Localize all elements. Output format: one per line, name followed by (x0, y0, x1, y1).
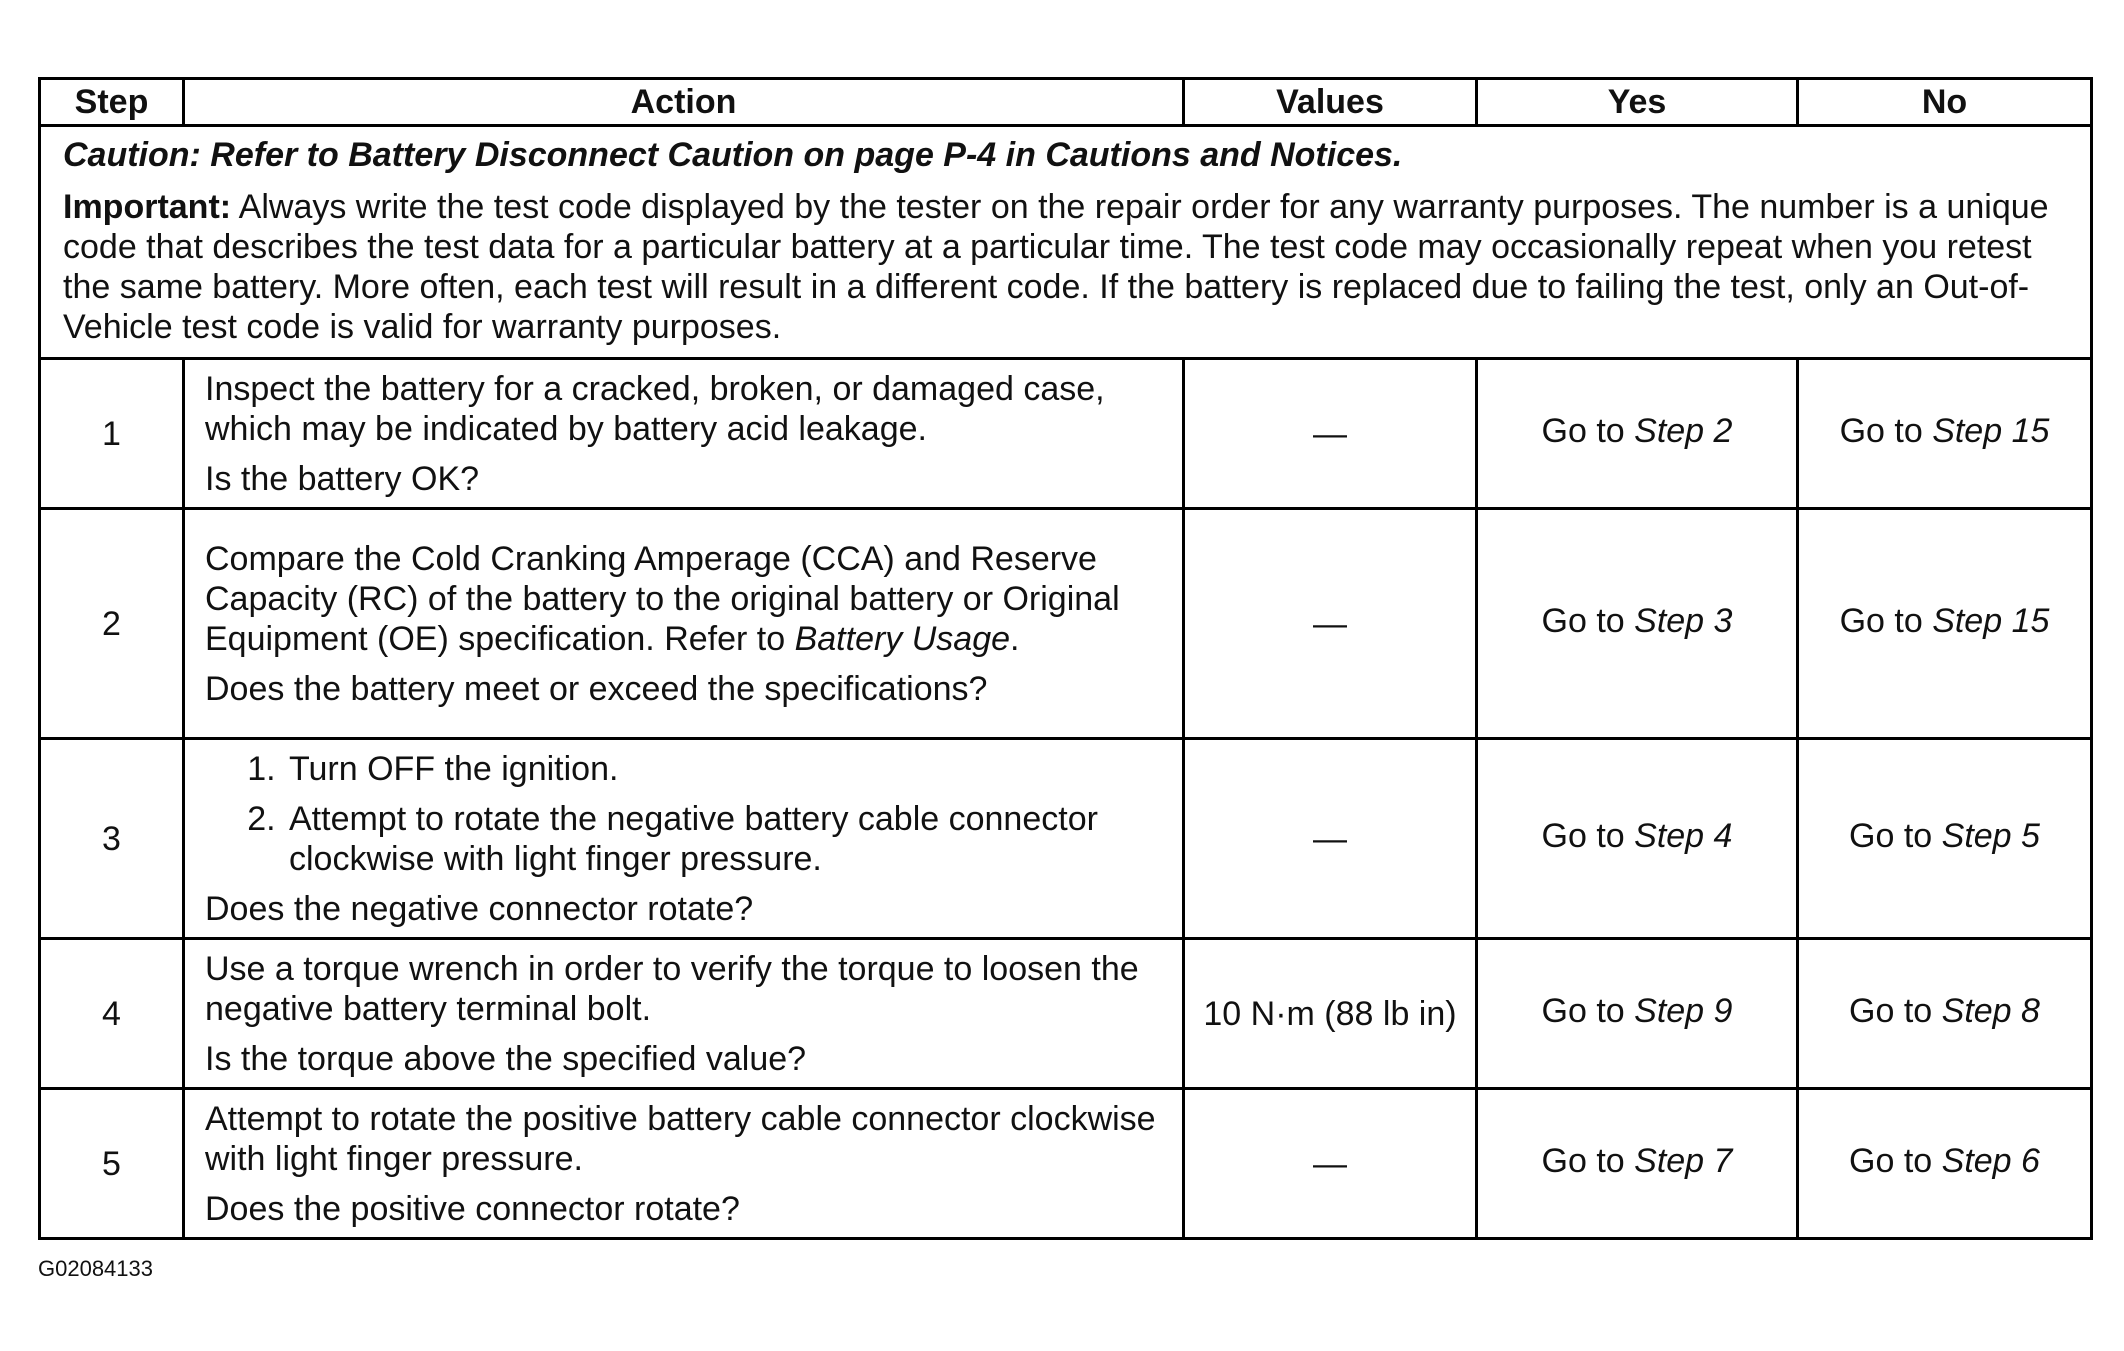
yes-step-link[interactable]: Step 7 (1634, 1141, 1733, 1180)
important-note (63, 187, 2076, 347)
no-cell (1798, 509, 2092, 739)
no-cell (1798, 739, 2092, 939)
no-cell (1798, 939, 2092, 1089)
torque-value: 10 N·m (88 lb in) (1184, 939, 1477, 1089)
action-text-end: . (1010, 619, 1020, 658)
yes-prefix: Go to (1541, 601, 1635, 640)
important-label: Important: (63, 188, 232, 226)
table-row (40, 359, 2092, 509)
action-text (205, 539, 1172, 659)
header-row (40, 79, 2092, 126)
table-row (40, 739, 2092, 939)
caution-text: Caution: Refer to Battery Disconnect Caution on page P-4 in Cautions and Notices. (63, 136, 1403, 174)
action-reference-link[interactable]: Battery Usage (794, 619, 1011, 658)
yes-cell (1477, 359, 1798, 509)
no-prefix: Go to (1839, 601, 1933, 640)
values-cell: — (1184, 509, 1477, 739)
yes-cell (1477, 509, 1798, 739)
no-step-link[interactable]: Step 8 (1941, 991, 2040, 1030)
values-cell: — (1184, 359, 1477, 509)
action-question: Does the negative connector rotate? (205, 889, 754, 928)
step-number: 2 (40, 509, 184, 739)
no-cell (1798, 1089, 2092, 1239)
no-step-link[interactable]: Step 15 (1932, 411, 2050, 450)
list-item: 2. Attempt to rotate the negative battery cable connector clockwise with light finger pressure. (285, 799, 1172, 879)
action-cell (184, 939, 1184, 1089)
action-text-main: Compare the Cold Cranking Amperage (CCA) and Reserve Capacity (RC) of the battery to the original battery or Original Equipment (OE) specification. Refer to (205, 539, 1120, 658)
no-step-link[interactable]: Step 15 (1932, 601, 2050, 640)
yes-step-link[interactable]: Step 4 (1634, 816, 1733, 855)
note-cell (40, 126, 2092, 359)
action-question: Is the battery OK? (205, 459, 480, 498)
step-number: 4 (40, 939, 184, 1089)
yes-prefix: Go to (1541, 991, 1635, 1030)
yes-step-link[interactable]: Step 3 (1634, 601, 1733, 640)
no-prefix: Go to (1849, 991, 1942, 1030)
step-number: 1 (40, 359, 184, 509)
diagnostic-table (38, 77, 2093, 1240)
action-text: Inspect the battery for a cracked, broken, or damaged case, which may be indicated by battery acid leakage. (205, 369, 1105, 448)
header-yes: Yes (1477, 79, 1798, 126)
step-number: 5 (40, 1089, 184, 1239)
yes-cell (1477, 1089, 1798, 1239)
values-cell: — (1184, 739, 1477, 939)
yes-prefix: Go to (1541, 411, 1635, 450)
list-item: 1. Turn OFF the ignition. (285, 749, 1172, 789)
no-prefix: Go to (1839, 411, 1933, 450)
no-cell (1798, 359, 2092, 509)
action-steps-list (205, 749, 1172, 879)
action-cell (184, 359, 1184, 509)
figure-id: G02084133 (38, 1256, 153, 1281)
action-text: Attempt to rotate the positive battery cable connector clockwise with light finger pressure. (205, 1099, 1156, 1178)
action-cell (184, 1089, 1184, 1239)
no-step-link[interactable]: Step 5 (1941, 816, 2040, 855)
note-row (40, 126, 2092, 359)
no-prefix: Go to (1849, 1141, 1942, 1180)
yes-prefix: Go to (1541, 1141, 1635, 1180)
action-question: Is the torque above the specified value? (205, 1039, 807, 1078)
important-text: Always write the test code displayed by the tester on the repair order for any warranty purposes. The number is a unique code that describes the test data for a particular battery at a particular time. The test code may occasionally repeat when you retest the same battery. More often, each test will result in a different code. If the battery is replaced due to failing the test, only an Out-of-Vehicle test code is valid for warranty purposes. (63, 188, 2049, 346)
header-step: Step (40, 79, 184, 126)
action-question: Does the battery meet or exceed the specifications? (205, 669, 988, 708)
header-action: Action (184, 79, 1184, 126)
yes-cell (1477, 939, 1798, 1089)
yes-step-link[interactable]: Step 2 (1634, 411, 1733, 450)
yes-prefix: Go to (1541, 816, 1635, 855)
table-row (40, 939, 2092, 1089)
action-text: Use a torque wrench in order to verify the torque to loosen the negative battery terminal bolt. (205, 949, 1139, 1028)
no-step-link[interactable]: Step 6 (1941, 1141, 2040, 1180)
yes-cell (1477, 739, 1798, 939)
no-prefix: Go to (1849, 816, 1942, 855)
step-number: 3 (40, 739, 184, 939)
yes-step-link[interactable]: Step 9 (1634, 991, 1733, 1030)
header-no: No (1798, 79, 2092, 126)
action-question: Does the positive connector rotate? (205, 1189, 740, 1228)
values-cell: — (1184, 1089, 1477, 1239)
table-row (40, 1089, 2092, 1239)
table-row (40, 509, 2092, 739)
header-values: Values (1184, 79, 1477, 126)
action-cell (184, 739, 1184, 939)
action-cell (184, 509, 1184, 739)
